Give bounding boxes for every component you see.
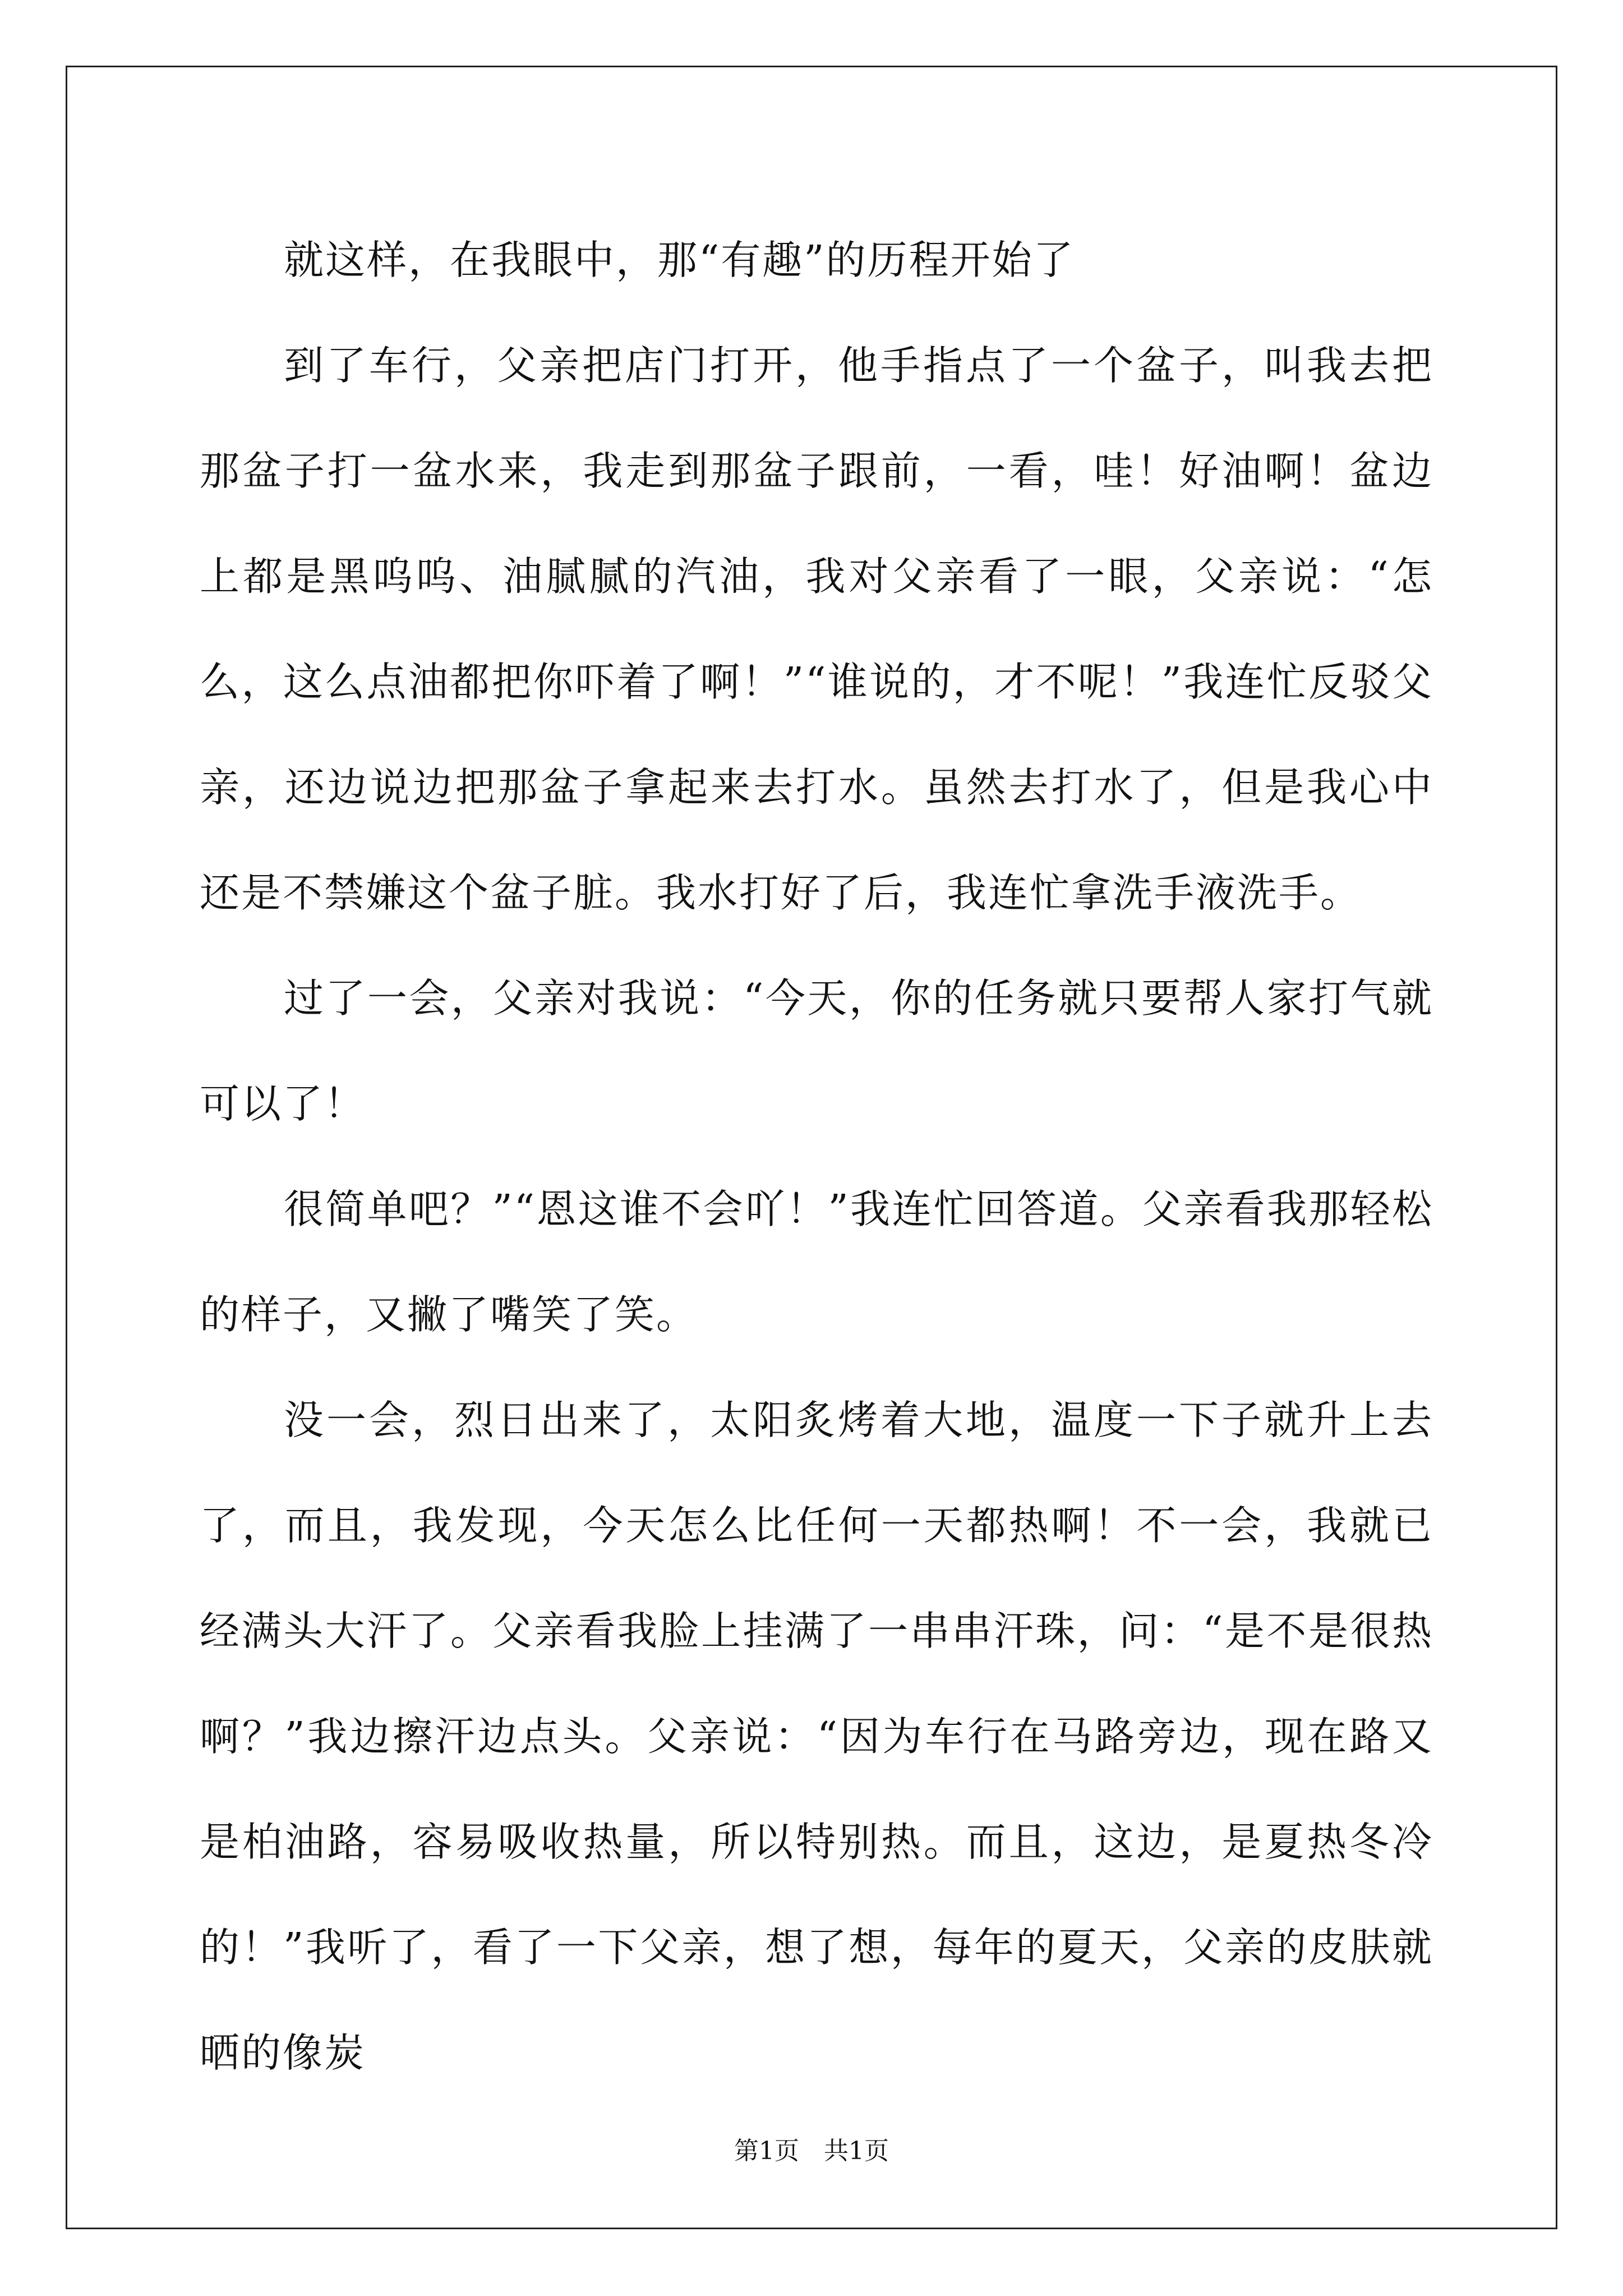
paragraph-4: 很简单吧？”“恩这谁不会吖！”我连忙回答道。父亲看我那轻松的样子，又撇了嘴笑了笑。	[200, 1186, 1433, 1338]
paragraph-3: 过了一会，父亲对我说：“今天，你的任务就只要帮人家打气就可以了！	[200, 975, 1433, 1127]
document-body	[200, 208, 1433, 2106]
paragraph-1: 就这样，在我眼中，那“有趣”的历程开始了	[284, 237, 1075, 283]
paragraph-2: 到了车行，父亲把店门打开，他手指点了一个盆子，叫我去把那盆子打一盆水来，我走到那盆子跟前，一看，哇！好油啊！盆边上都是黑呜呜、油腻腻的汽油，我对父亲看了一眼，父亲说：“怎么，这么点油都把你吓着了啊！”“谁说的，才不呢！”我连忙反驳父亲，还边说边把那盆子拿起来去打水。虽然去打水了，但是我心中还是不禁嫌这个盆子脏。我水打好了后，我连忙拿洗手液洗手。	[200, 342, 1433, 916]
paragraph-5: 没一会，烈日出来了，太阳炙烤着大地，温度一下子就升上去了，而且，我发现，今天怎么比任何一天都热啊！不一会，我就已经满头大汗了。父亲看我脸上挂满了一串串汗珠，问：“是不是很热啊？”我边擦汗边点头。父亲说：“因为车行在马路旁边，现在路又是柏油路，容易吸收热量，所以特别热。而且，这边，是夏热冬冷的！”我听了，看了一下父亲，想了想，每年的夏天，父亲的皮肤就晒的像炭	[200, 1397, 1433, 2076]
page-footer: 第1页 共1页	[734, 2137, 889, 2165]
